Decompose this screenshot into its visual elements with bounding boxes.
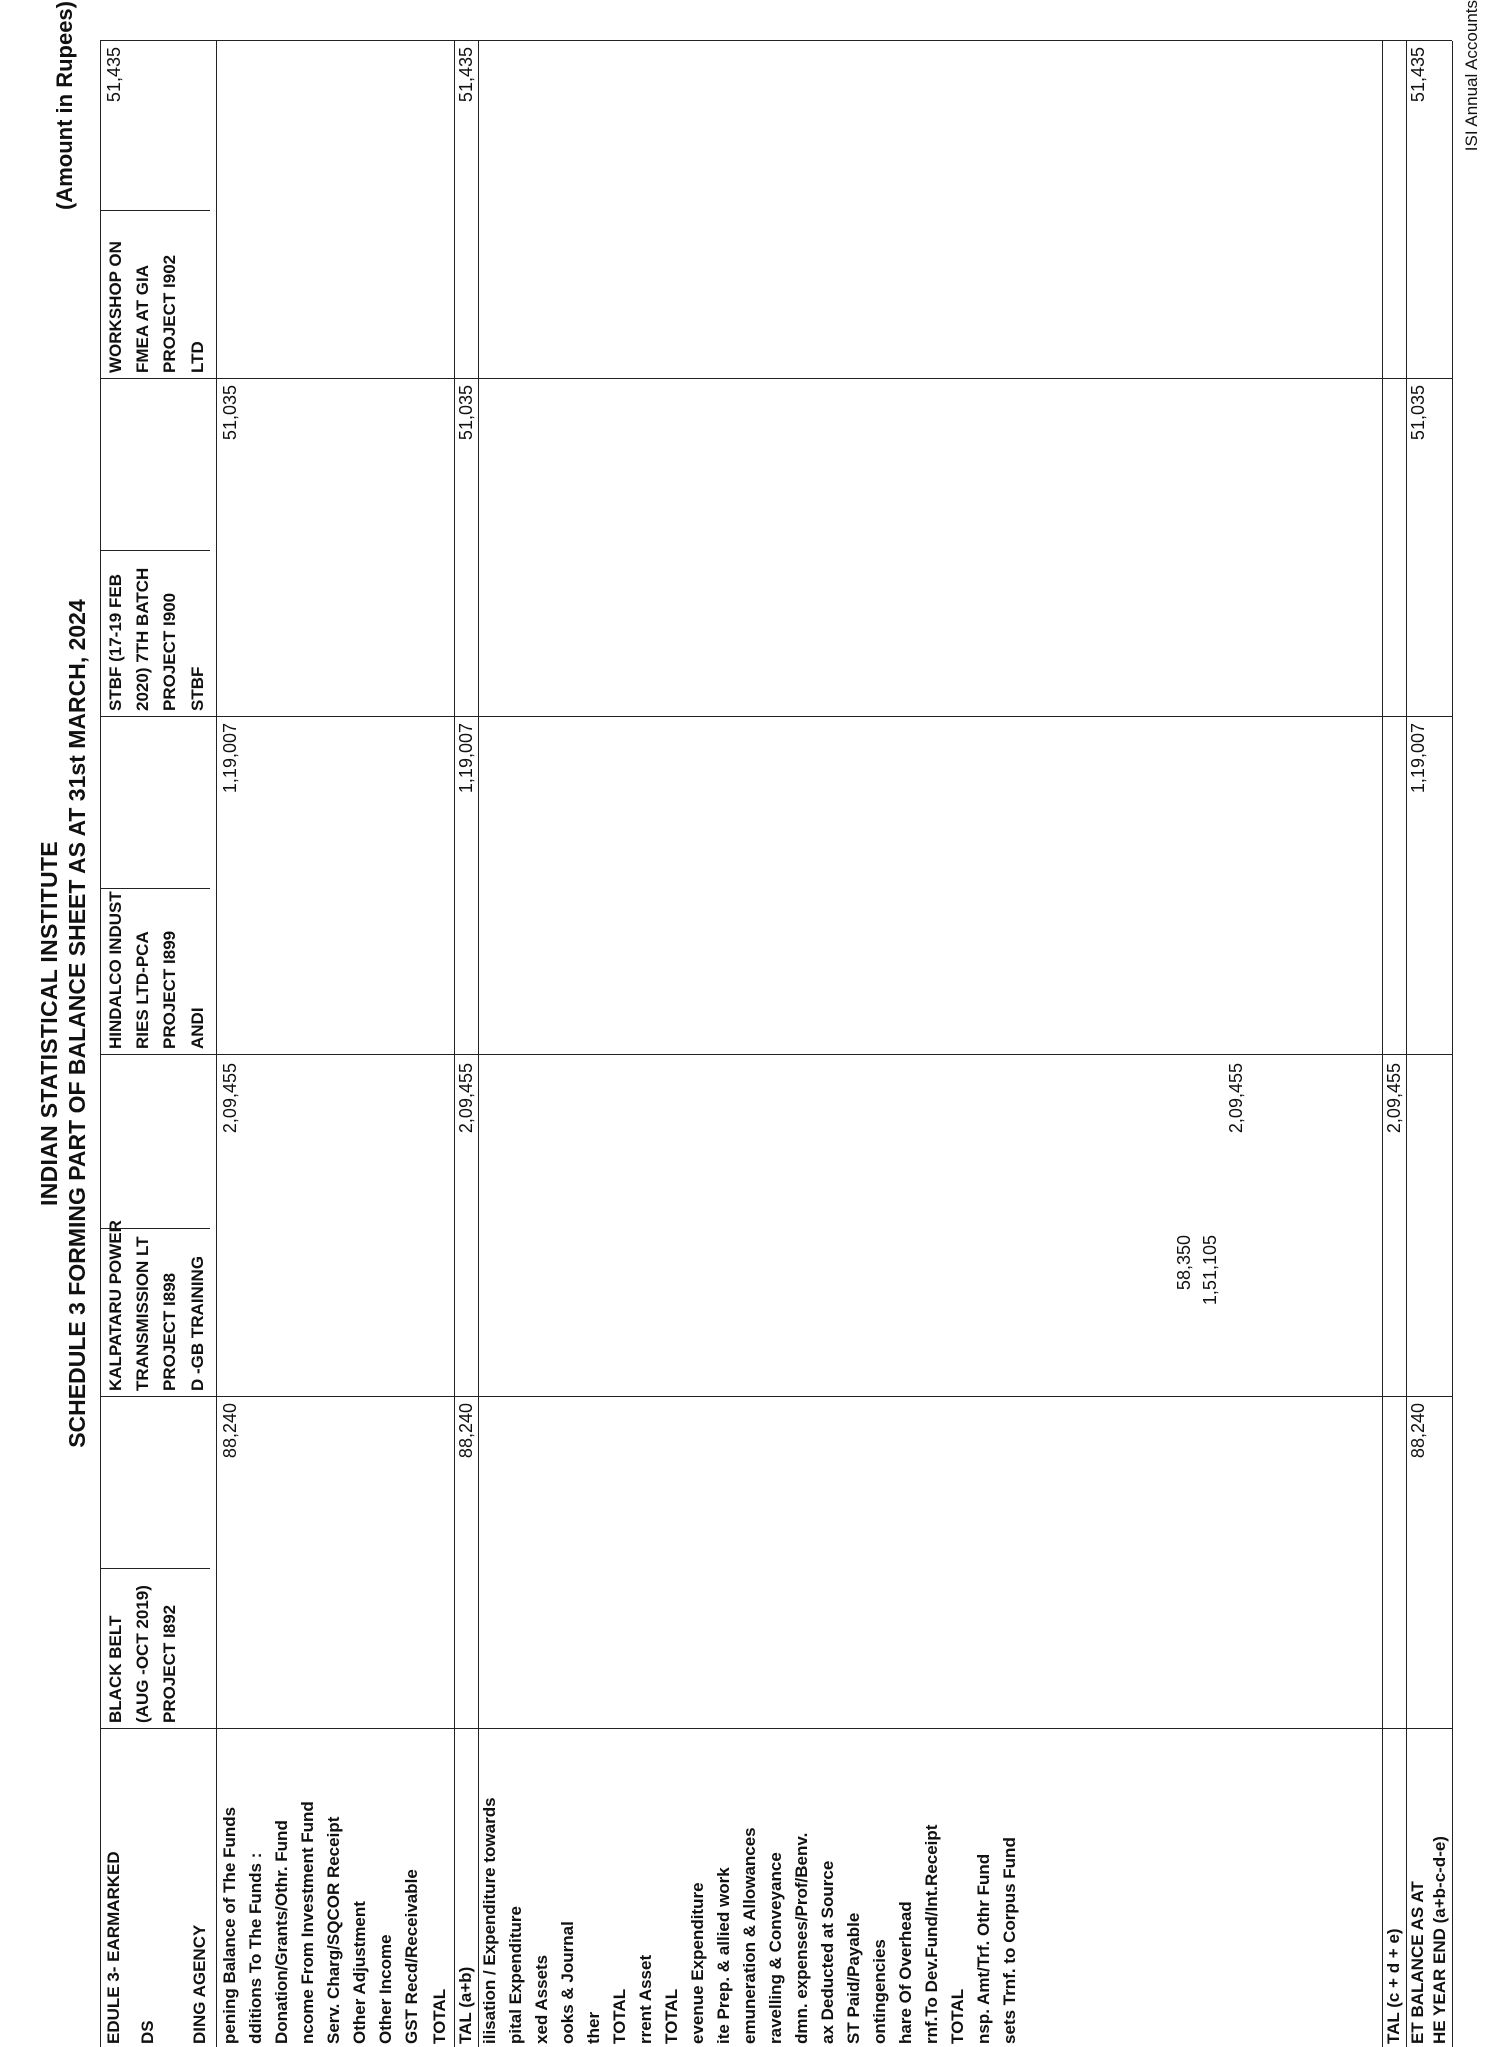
p3-total-ab-value: 51,035 [456, 385, 476, 441]
p2-net-balance-value: 1,19,007 [1408, 723, 1428, 794]
project-agency-workshop: LTD [188, 341, 207, 373]
funding-agency-label: DING AGENCY [190, 1924, 209, 2044]
row-label: ax Deducted at Source [818, 1860, 837, 2044]
row-label: ite Prep. & allied work [714, 1867, 733, 2044]
row-label: xed Assets [532, 1954, 551, 2044]
project-agency-kalpataru: D -GB TRAINING [188, 1255, 207, 1391]
project-header-kalpataru: KALPATARU POWER TRANSMISSION LT PROJECT I898 [106, 1220, 179, 1391]
table-border-right [100, 40, 1452, 41]
row-label: evenue Expenditure [688, 1882, 707, 2044]
row-label: hare Of Overhead [896, 1901, 915, 2044]
row-label: rrent Asset [636, 1954, 655, 2044]
project-header-stbf: STBF (17-19 FEB 2020) 7TH BATCH PROJECT I900 [106, 567, 179, 711]
schedule-label: EDULE 3- EARMARKED [104, 1851, 123, 2044]
funds-label: DS [138, 2020, 157, 2044]
row-label: ontingencies [870, 1939, 889, 2044]
row-label: pital Expenditure [506, 1906, 525, 2044]
amount-note: (Amount in Rupees) [52, 1, 77, 210]
row-label: TAL (a+b) [456, 1966, 475, 2044]
row-label: TOTAL [430, 1988, 449, 2044]
row-label: Donation/Grants/Othr. Fund [272, 1820, 291, 2044]
project-header-black-belt: BLACK BELT (AUG -OCT 2019) PROJECT I892 [106, 1585, 179, 1723]
col-sep-p3 [100, 716, 1452, 717]
institute-title: INDIAN STATISTICAL INSTITUTE [36, 841, 62, 1206]
project-agency-hindalco: ANDI [188, 1007, 207, 1049]
row-label: ilisation / Expenditure towards [480, 1797, 499, 2044]
row-label: dmn. expenses/Prof/Benv. [792, 1832, 811, 2044]
footer-text: ISI Annual Accounts [1462, 0, 1481, 152]
row-label: GST Recd/Receivable [402, 1869, 421, 2044]
table-border-bottom [1452, 41, 1453, 2047]
p1-share-overhead-value: 58,350 [1174, 1235, 1194, 1291]
row-label: TOTAL [948, 1988, 967, 2044]
schedule-title: SCHEDULE 3 FORMING PART OF BALANCE SHEET AS AT 31st MARCH, 2024 [64, 599, 90, 1448]
col-sep-p1 [100, 1396, 1452, 1397]
row-label: sets Trnf. to Corpus Fund [1000, 1837, 1019, 2044]
project-agency-stbf: STBF [188, 666, 207, 711]
row-label: dditions To The Funds : [246, 1852, 265, 2044]
col-sep-p4 [100, 378, 1452, 379]
p3-net-balance-value: 51,035 [1408, 385, 1428, 441]
row-label: ST Paid/Payable [844, 1912, 863, 2044]
row-label: nsp. Amt/Trf. Othr Fund [974, 1853, 993, 2044]
row-label: TAL (c + d + e) [1384, 1928, 1403, 2044]
row-label: pening Balance of The Funds [220, 1806, 239, 2044]
row-label: Serv. Charg/SQCOR Receipt [324, 1816, 343, 2044]
row-label: ravelling & Conveyance [766, 1852, 785, 2044]
row-label: TOTAL [662, 1988, 681, 2044]
project-header-hindalco: HINDALCO INDUST RIES LTD-PCA PROJECT I899 [106, 891, 179, 1049]
row-line-total-ab [478, 41, 479, 2047]
p1-total-ab-value: 2,09,455 [456, 1063, 476, 1134]
row-line-total-cde [1382, 41, 1383, 2047]
schedule-table [100, 41, 1452, 2047]
row-label: ooks & Journal [558, 1921, 577, 2044]
row-label: HE YEAR END (a+b-c-d-e) [1430, 1836, 1449, 2044]
row-label: rnf.To Dev.Fund/Int.Receipt [922, 1824, 941, 2044]
table-border-top [100, 41, 101, 2047]
row-label: emuneration & Allowances [740, 1827, 759, 2044]
row-label: ET BALANCE AS AT [1408, 1881, 1427, 2044]
row-line-net [1406, 41, 1407, 2047]
row-label: ther [584, 2011, 603, 2044]
row-label: TOTAL [610, 1988, 629, 2044]
p1-subtotal-value: 2,09,455 [1226, 1063, 1246, 1134]
row-label: Other Adjustment [350, 1901, 369, 2044]
row-label: Other Income [376, 1934, 395, 2044]
row-line-total [454, 41, 455, 2047]
p1-total-cde-value: 2,09,455 [1384, 1063, 1404, 1134]
p2-total-ab-value: 1,19,007 [456, 723, 476, 794]
p1-transfer-devfund-value: 1,51,105 [1200, 1235, 1220, 1306]
row-label: ncome From Investment Fund [298, 1801, 317, 2044]
project-header-workshop: WORKSHOP ON FMEA AT GIA PROJECT I902 [106, 241, 179, 373]
p4-net-balance-value: 51,435 [1408, 47, 1428, 103]
p0-opening-value: 88,240 [220, 1403, 240, 1459]
p3-opening-value: 51,035 [220, 385, 240, 441]
p1-opening-value: 2,09,455 [220, 1063, 240, 1134]
row-line-header [216, 41, 217, 2047]
p2-opening-value: 1,19,007 [220, 723, 240, 794]
p4-opening-value: 51,435 [104, 47, 124, 103]
p4-total-ab-value: 51,435 [456, 47, 476, 103]
col-sep-p2 [100, 1054, 1452, 1055]
p0-total-ab-value: 88,240 [456, 1403, 476, 1459]
p0-net-balance-value: 88,240 [1408, 1403, 1428, 1459]
